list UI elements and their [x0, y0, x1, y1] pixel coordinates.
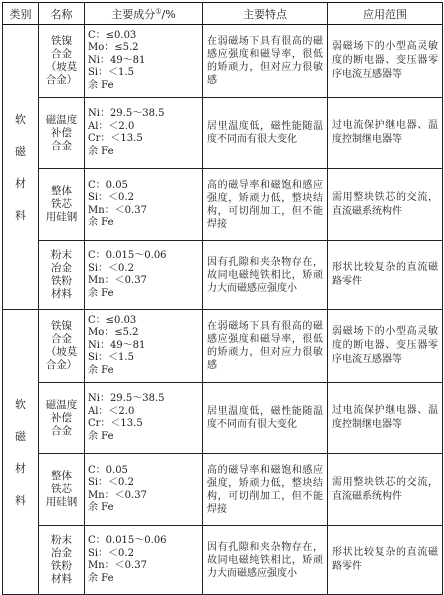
- material-name-line: 磁温度: [45, 398, 78, 411]
- application-cell: 过电流保护继电器、温度控制继电器等: [328, 98, 443, 169]
- material-name-line: 铁粉: [51, 560, 72, 572]
- table-row: [3, 526, 443, 595]
- application-cell: 需用整块铁芯的交流，直流磁系统构件: [328, 169, 443, 241]
- composition-cell: [85, 454, 203, 526]
- composition-line: Ni：29.5～38.5: [88, 393, 165, 404]
- application-cell: 形状比较复杂的直流磁路零件: [328, 526, 443, 595]
- composition-line: Mo：≤5.2: [88, 327, 139, 339]
- material-name-cell: [39, 526, 85, 595]
- material-name-line: 铁粉: [51, 275, 72, 287]
- material-name-line: 用硅钢: [45, 211, 78, 223]
- table-header-row: [3, 3, 443, 25]
- category-char: 料: [15, 494, 26, 507]
- material-name-line: 合金: [51, 48, 72, 60]
- material-name-line: 铁镍: [51, 320, 72, 332]
- features-cell: 在弱磁场下具有很高的磁感应强度和磁导率，很低的矫顽力，但对应力很敏感: [203, 310, 328, 383]
- material-name-line: 材料: [51, 573, 72, 585]
- header-category: 类别: [3, 3, 39, 25]
- header-features: 主要特点: [203, 3, 328, 25]
- material-name-line: 整体: [51, 185, 72, 197]
- material-name-line: 整体: [51, 470, 72, 482]
- composition-cell: [85, 169, 203, 241]
- composition-line: 余 Fe: [88, 430, 114, 442]
- composition-line: Si：＜0.2: [88, 262, 134, 274]
- table-row: [3, 454, 443, 526]
- composition-cell: [85, 526, 203, 595]
- material-name-line: 合金: [51, 139, 72, 152]
- material-name-line: 铁芯: [51, 198, 72, 210]
- category-char: 软: [15, 398, 26, 411]
- composition-line: C：≤0.03: [88, 314, 137, 326]
- composition-line: Ni：49～81: [88, 339, 146, 351]
- features-cell: 高的磁导率和磁饱和感应强度，矫顽力低，整块结构，可切削加工，但不能焊接: [203, 169, 328, 241]
- material-name-cell: [39, 25, 85, 98]
- composition-line: 余 Fe: [88, 79, 114, 91]
- composition-line: Cr：＜13.5: [88, 133, 143, 144]
- table-row: [3, 25, 443, 98]
- application-cell: 过电流保护继电器、温度控制继电器等: [328, 383, 443, 454]
- soft-magnetic-materials-table: [2, 2, 443, 595]
- composition-line: Si：＜0.2: [88, 547, 134, 559]
- table-row: [3, 310, 443, 383]
- composition-line: C：≤0.03: [88, 29, 137, 41]
- composition-line: 余 Fe: [88, 145, 114, 157]
- composition-cell: [85, 98, 203, 169]
- category-char: 磁: [15, 430, 26, 443]
- header-composition-label: 主要成分: [111, 7, 156, 21]
- material-name-line: 材料: [51, 288, 72, 300]
- category-char: 磁: [15, 145, 26, 158]
- material-name-line: 补偿: [51, 126, 72, 139]
- composition-cell: [85, 310, 203, 383]
- composition-line: C：0.05: [88, 179, 128, 191]
- table-body: [3, 25, 443, 595]
- category-char: 材: [15, 177, 26, 190]
- material-name-line: 补偿: [51, 411, 72, 424]
- material-name-line: 用硅钢: [45, 496, 78, 508]
- composition-line: Mn：＜0.37: [88, 204, 147, 216]
- table-row: [3, 383, 443, 454]
- composition-line: Mn：＜0.37: [88, 489, 147, 501]
- application-cell: 需用整块铁芯的交流，直流磁系统构件: [328, 454, 443, 526]
- composition-line: Si：＜1.5: [88, 67, 134, 79]
- composition-line: Si：＜0.2: [88, 192, 134, 203]
- material-name-line: 粉末: [51, 249, 72, 261]
- composition-line: Al：＜2.0: [88, 120, 135, 132]
- composition-line: Si：＜0.2: [88, 477, 134, 488]
- materials-table-wrap: [2, 2, 442, 595]
- footnote-mark: ①: [155, 6, 162, 15]
- material-name-line: （坡莫: [45, 61, 78, 73]
- material-name-cell: [39, 98, 85, 169]
- features-cell: 高的磁导率和磁饱和感应强度，矫顽力低，整块结构，可切削加工，但不能焊接: [203, 454, 328, 526]
- table-row: [3, 98, 443, 169]
- composition-line: 余 Fe: [88, 572, 114, 584]
- category-char: 材: [15, 462, 26, 475]
- composition-cell: [85, 241, 203, 310]
- material-name-line: 合金）: [45, 359, 78, 371]
- category-char: 料: [15, 209, 26, 222]
- composition-line: Mn：＜0.37: [88, 275, 147, 286]
- material-name-cell: [39, 241, 85, 310]
- composition-line: 余 Fe: [88, 217, 114, 228]
- header-composition: [85, 3, 203, 25]
- material-name-line: 合金: [51, 333, 72, 345]
- application-cell: 形状比较复杂的直流磁路零件: [328, 241, 443, 310]
- features-cell: 在弱磁场下具有很高的磁感应强度和磁导率，很低的矫顽力，但对应力很敏感: [203, 25, 328, 98]
- header-application: 应用范围: [328, 3, 443, 25]
- material-name-line: 冶金: [51, 547, 72, 559]
- header-name: 名称: [39, 3, 85, 25]
- composition-cell: [85, 383, 203, 454]
- material-name-line: （坡莫: [45, 346, 78, 358]
- composition-line: Cr：＜13.5: [88, 418, 143, 429]
- table-row: [3, 241, 443, 310]
- material-name-cell: [39, 169, 85, 241]
- composition-line: C：0.05: [88, 464, 128, 476]
- header-composition-unit: /%: [161, 7, 176, 21]
- composition-line: Si：＜1.5: [88, 352, 134, 364]
- composition-line: Mn：＜0.37: [88, 560, 147, 571]
- features-cell: 因有孔隙和夹杂物存在，故同电磁纯铁相比，矫顽力大而磁感应强度小: [203, 241, 328, 310]
- application-cell: 弱磁场下的小型高灵敏度的断电器、变压器零序电流互感器等: [328, 310, 443, 383]
- material-name-line: 冶金: [51, 262, 72, 274]
- features-cell: 因有孔隙和夹杂物存在，故同电磁纯铁相比，矫顽力大而磁感应强度小: [203, 526, 328, 595]
- composition-line: Ni：29.5～38.5: [88, 108, 165, 119]
- features-cell: 居里温度低，磁性能随温度不同而有很大变化: [203, 383, 328, 454]
- material-name-line: 铁镍: [51, 35, 72, 47]
- composition-cell: [85, 25, 203, 98]
- category-cell: [3, 310, 39, 595]
- composition-line: 余 Fe: [88, 502, 114, 513]
- composition-line: C：0.015～0.06: [88, 250, 167, 261]
- table-row: [3, 169, 443, 241]
- material-name-cell: [39, 454, 85, 526]
- composition-line: Mo：≤5.2: [88, 42, 139, 54]
- material-name-line: 粉末: [51, 534, 72, 546]
- composition-line: Al：＜2.0: [88, 405, 135, 417]
- material-name-cell: [39, 310, 85, 383]
- material-name-cell: [39, 383, 85, 454]
- category-cell: [3, 25, 39, 310]
- material-name-line: 磁温度: [45, 113, 78, 126]
- category-char: 软: [15, 113, 26, 126]
- material-name-line: 合金: [51, 424, 72, 437]
- composition-line: 余 Fe: [88, 287, 114, 299]
- composition-line: 余 Fe: [88, 364, 114, 376]
- application-cell: 弱磁场下的小型高灵敏度的断电器、变压器零序电流互感器等: [328, 25, 443, 98]
- composition-line: Ni：49～81: [88, 54, 146, 66]
- material-name-line: 铁芯: [51, 483, 72, 495]
- features-cell: 居里温度低，磁性能随温度不同而有很大变化: [203, 98, 328, 169]
- material-name-line: 合金）: [45, 74, 78, 86]
- composition-line: C：0.015～0.06: [88, 535, 167, 546]
